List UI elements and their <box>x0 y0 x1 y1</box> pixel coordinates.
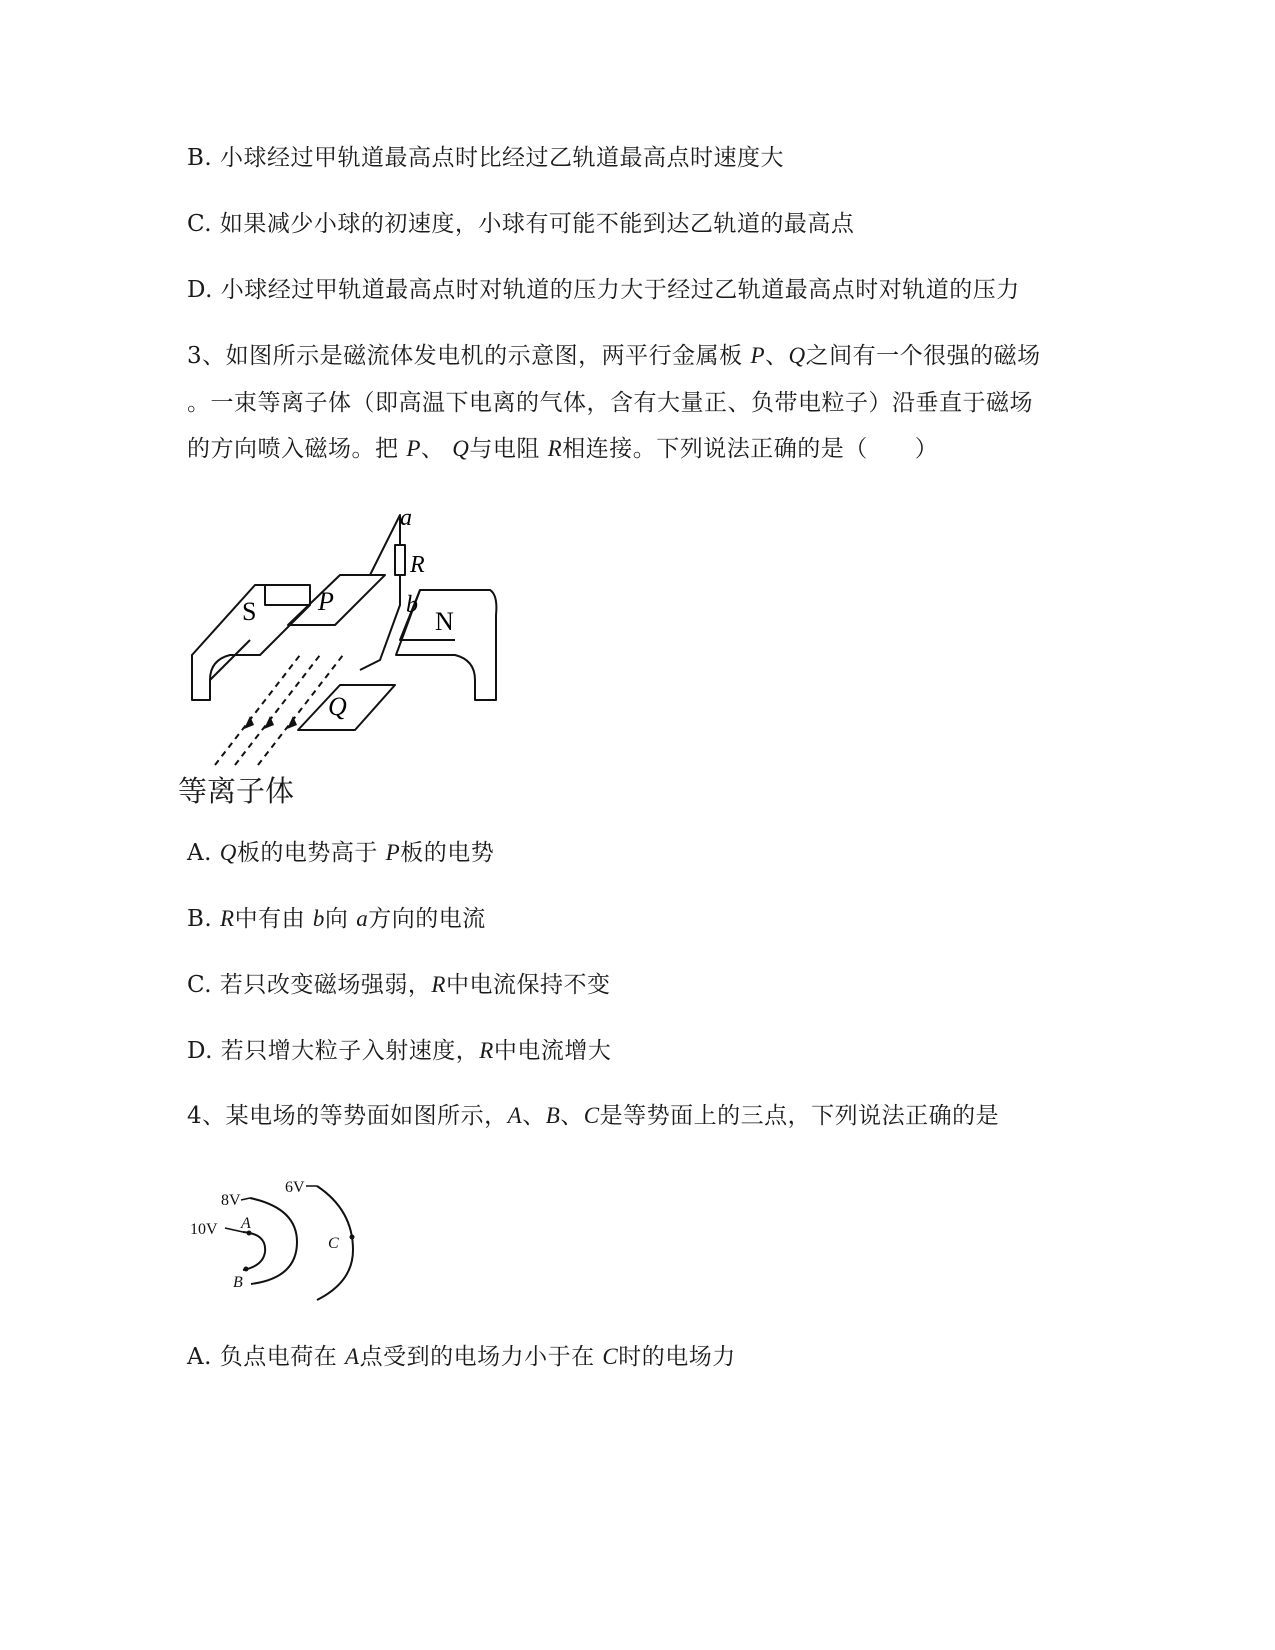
equipotential-figure <box>185 1170 365 1305</box>
label-b: b <box>406 592 418 618</box>
q2-option-c: C. 如果减少小球的初速度，小球有可能不能到达乙轨道的最高点 <box>187 211 855 237</box>
point-c-label: C <box>328 1235 339 1252</box>
plasma-caption: 等离子体 <box>178 776 295 808</box>
label-6v: 6V <box>285 1179 305 1196</box>
q3-stem-line-3: 的方向喷入磁场。把 P、 Q与电阻 R相连接。下列说法正确的是（ ） <box>187 436 939 462</box>
q2-option-b: B. 小球经过甲轨道最高点时比经过乙轨道最高点时速度大 <box>187 145 785 171</box>
q3-option-c: C. 若只改变磁场强弱，R中电流保持不变 <box>187 972 611 998</box>
point-a-label: A <box>241 1215 251 1232</box>
label-r: R <box>410 552 425 578</box>
label-8v: 8V <box>221 1192 241 1209</box>
q3-stem-line-1: 3、如图所示是磁流体发电机的示意图，两平行金属板 P、Q之间有一个很强的磁场 <box>187 343 1041 369</box>
q4-option-a: A. 负点电荷在 A点受到的电场力小于在 C时的电场力 <box>187 1344 736 1370</box>
label-p: P <box>318 587 334 616</box>
q2-option-d: D. 小球经过甲轨道最高点时对轨道的压力大于经过乙轨道最高点时对轨道的压力 <box>187 277 1020 303</box>
q3-option-a: A. Q板的电势高于 P板的电势 <box>187 840 495 866</box>
mhd-generator-figure <box>170 500 530 820</box>
label-a: a <box>400 505 412 531</box>
label-s: S <box>242 597 257 626</box>
label-10v: 10V <box>190 1221 218 1238</box>
q3-stem-line-2: 。一束等离子体（即高温下电离的气体，含有大量正、负带电粒子）沿垂直于磁场 <box>187 390 1033 416</box>
label-q: Q <box>328 692 347 721</box>
label-n: N <box>435 607 454 636</box>
q3-option-d: D. 若只增大粒子入射速度，R中电流增大 <box>187 1038 612 1064</box>
q3-option-b: B. R中有由 b向 a方向的电流 <box>187 906 486 932</box>
point-b-label: B <box>233 1274 243 1291</box>
q4-stem: 4、某电场的等势面如图所示，A、B、C是等势面上的三点，下列说法正确的是 <box>187 1103 1000 1129</box>
